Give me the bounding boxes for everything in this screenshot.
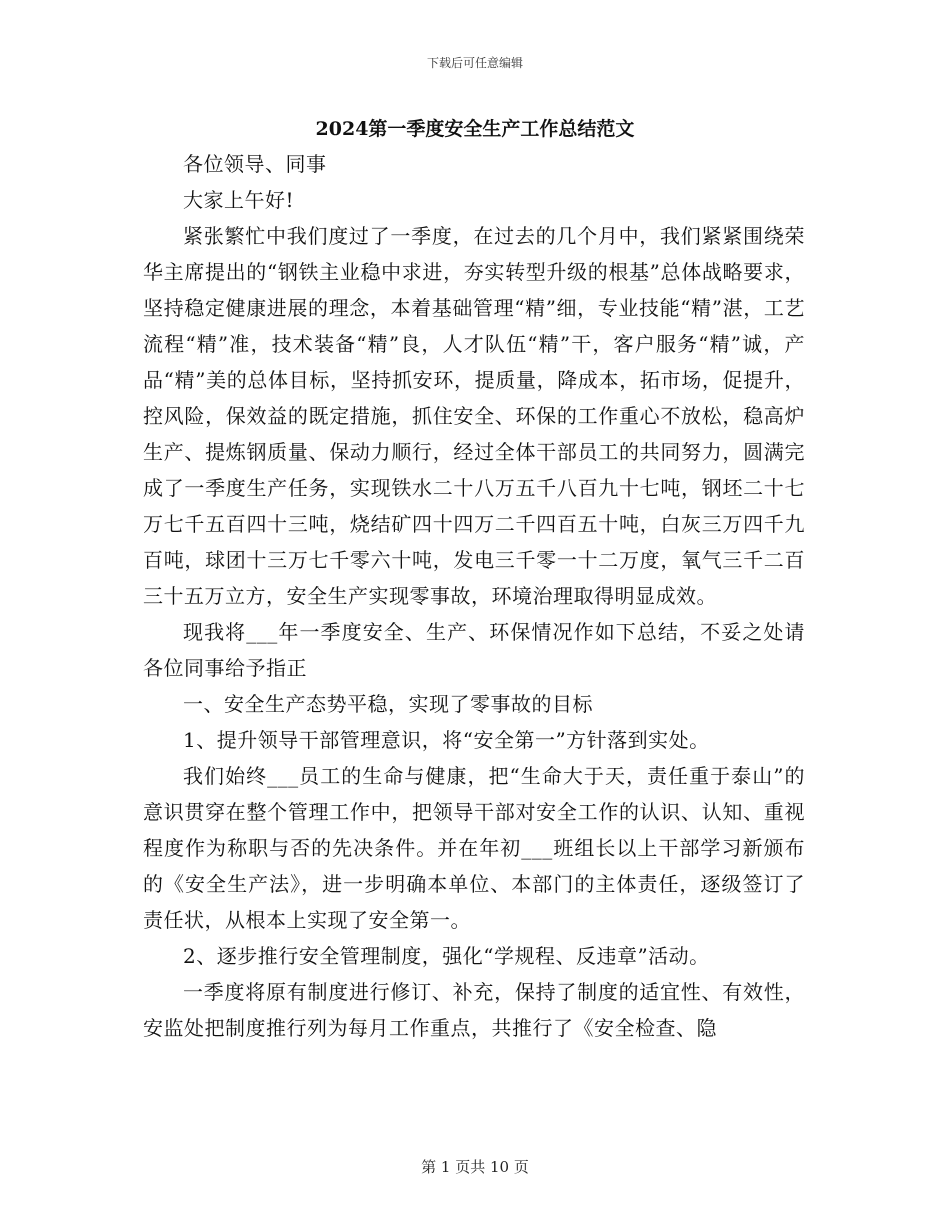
body-paragraph: 我们始终___员工的生命与健康，把“生命大于天，责任重于泰山”的意识贯穿在整个管理工作中，把领导干部对安全工作的认识、认知、重视程度作为称职与否的先决条件。并在年初___班组长以上干部学习新颁布的《安全生产法》，进一步明确本单位、本部门的主体责任，逐级签订了责任状，从根本上实现了安全第一。 <box>143 764 805 932</box>
page-header-note: 下载后可任意编辑 <box>426 56 523 70</box>
subsection-heading: 1、提升领导干部管理意识，将“安全第一”方针落到实处。 <box>183 728 710 752</box>
page-number-footer: 第 1 页共 10 页 <box>421 1158 529 1176</box>
section-heading: 一、安全生产态势平稳，实现了零事故的目标 <box>183 692 593 716</box>
greeting: 大家上午好! <box>183 188 295 212</box>
document-title: 2024第一季度安全生产工作总结范文 <box>315 118 635 140</box>
body-paragraph: 一季度将原有制度进行修订、补充，保持了制度的适宜性、有效性，安监处把制度推行列为每月工作重点，共推行了《安全检查、隐 <box>143 980 805 1040</box>
document-body <box>143 146 805 1046</box>
body-paragraph: 现我将___年一季度安全、生产、环保情况作如下总结，不妥之处请各位同事给予指正 <box>143 620 805 680</box>
salutation: 各位领导、同事 <box>183 152 327 176</box>
body-paragraph: 紧张繁忙中我们度过了一季度，在过去的几个月中，我们紧紧围绕荣华主席提出的“钢铁主业稳中求进，夯实转型升级的根基”总体战略要求，坚持稳定健康进展的理念，本着基础管理“精”细，专业技能“精”湛，工艺流程“精”准，技术装备“精”良，人才队伍“精”干，客户服务“精”诚，产品“精”美的总体目标，坚持抓安环，提质量，降成本，拓市场，促提升，控风险，保效益的既定措施，抓住安全、环保的工作重心不放松，稳高炉生产、提炼钢质量、保动力顺行，经过全体干部员工的共同努力，圆满完成了一季度生产任务，实现铁水二十八万五千八百九十七吨，钢坯二十七万七千五百四十三吨，烧结矿四十四万二千四百五十吨，白灰三万四千九百吨，球团十三万七千零六十吨，发电三千零一十二万度，氧气三千二百三十五万立方，安全生产实现零事故，环境治理取得明显成效。 <box>143 224 805 608</box>
subsection-heading: 2、逐步推行安全管理制度，强化“学规程、反违章”活动。 <box>183 944 710 968</box>
